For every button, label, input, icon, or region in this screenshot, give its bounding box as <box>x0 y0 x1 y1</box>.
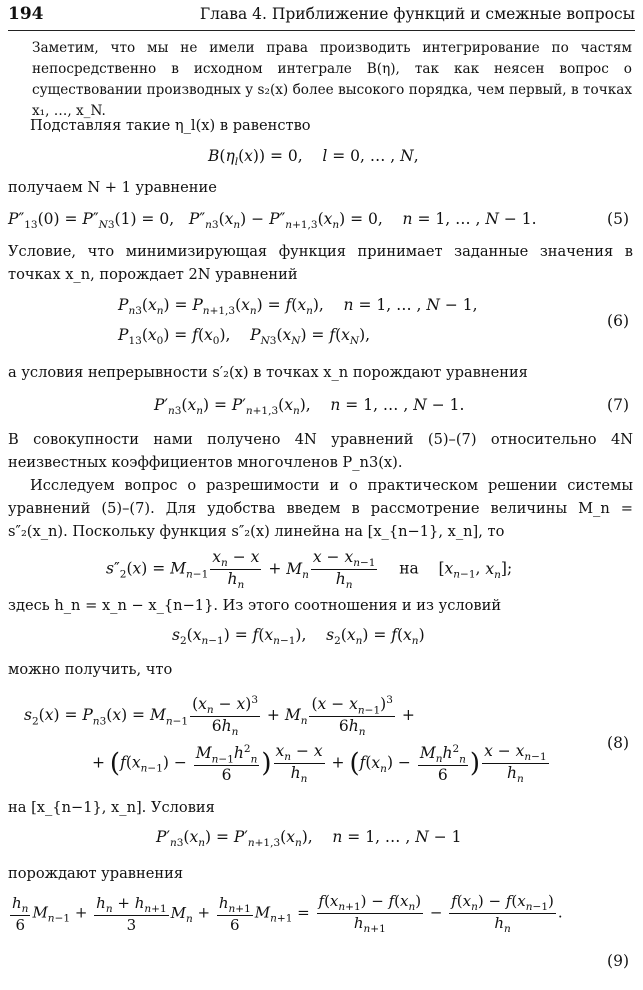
equation-number-8: (8) <box>607 734 629 752</box>
paragraph-5: В совокупности нами получено 4N уравнений (5)–(7) относительно 4N неизвестных коэффициентов многочленов P_n3(x). <box>8 431 633 471</box>
equation-number-5: (5) <box>607 210 629 228</box>
equation-s2-conditions: $s_2(x_{n-1}) = f(x_{n-1})$, $s_2(x_n) = f(x_n)$ <box>172 626 425 648</box>
equation-7: $P'_{n3}(x_n) = P'_{n+1,3}(x_n)$, n = 1, … , N − 1. <box>154 396 465 418</box>
paragraph-8: можно получить, что <box>8 661 173 678</box>
word-na-1: на <box>399 559 419 578</box>
running-header <box>8 2 635 31</box>
equation-8-line-2: + ($f(x_{n-1})$ − $\frac{M_{n-1}h^2_n}{6}$ ) $\frac{x_n - x}{h_n}$ + ($f(x_n)$ − $\frac{M_nh^2_n}{6}$ ) $\frac{x - x_{n-1}}{h_n}$ <box>92 742 547 786</box>
paragraph-7: здесь h_n = x_n − x_{n−1}. Из этого соотношения и из условий <box>8 597 502 614</box>
equation-s2-second-derivative: $s''_2(x) = M_{n-1}$ $\frac{x_n - x}{h_n}$ + $M_n$ $\frac{x - x_{n-1}}{h_n}$ на [$x_{n-1}$, $x_n$]; <box>106 548 513 592</box>
equation-number-9: (9) <box>607 952 629 970</box>
paragraph-6: Исследуем вопрос о разрешимости и о практическом решении системы уравнений (5)–(7). Для удобства введем в рассмотрение величины M_n = s″₂(x_n). Поскольку функция s″₂(x) линейна на [x_{n−1}, x_n], то <box>8 477 633 540</box>
paragraph-10: порождают уравнения <box>8 865 184 882</box>
chapter-title: Глава 4. Приближение функций и смежные вопросы <box>199 5 635 23</box>
paragraph-4: а условия непрерывности s′₂(x) в точках x_n порождают уравнения <box>8 364 528 381</box>
paragraph-9: на [x_{n−1}, x_n]. Условия <box>8 799 215 816</box>
equation-8-line-1: $s_2(x) = P_{n3}(x) = M_{n-1}$ $\frac{(x_n - x)^3}{6h_n}$ + $M_n$ $\frac{(x - x_{n-1})^3}{6h_n}$ + <box>24 694 415 739</box>
equation-5: $P''_{13}(0) = P''_{N3}(1) = 0$, $P''_{n3}(x_n) - P''_{n+1,3}(x_n) = 0$, n = 1, … , N − 1. <box>8 210 537 232</box>
equation-b-eta: $B(\eta_l(x)) = 0$, l = 0, … , N, <box>208 147 419 169</box>
paragraph-1: Подставляя такие η_l(x) в равенство <box>30 117 311 134</box>
paragraph-3: Условие, что минимизирующая функция принимает заданные значения в точках x_n, порождает 2N уравнений <box>8 243 633 283</box>
paragraph-2: получаем N + 1 уравнение <box>8 179 217 196</box>
equation-9: $\frac{h_n}{6}$ $M_{n-1}$ + $\frac{h_n + h_{n+1}}{3}$ $M_n$ + $\frac{h_{n+1}}{6}$ $M_{n+1}$ = $\frac{f(x_{n+1}) - f(x_n)}{h_{n+1}}$ − $\frac{f(x_n) - f(x_{n-1})}{h_n}$ . <box>12 892 563 935</box>
page-number: 194 <box>8 4 44 24</box>
remark-paragraph: Заметим, что мы не имели права производить интегрирование по частям непосредственно в исходном интеграле B(η), так как неясен вопрос о существовании производных у s₂(x) более высокого порядка, чем первый, в точках x₁, …, x_N. <box>32 40 632 119</box>
equation-number-6: (6) <box>607 312 629 330</box>
equation-continuity-conditions: $P'_{n3}(x_n) = P'_{n+1,3}(x_n)$, n = 1, … , N − 1 <box>156 828 462 850</box>
equation-6-line-1: $P_{n3}(x_n) = P_{n+1,3}(x_n) = f(x_n)$, n = 1, … , N − 1, <box>118 296 478 318</box>
equation-6-line-2: $P_{13}(x_0) = f(x_0)$, $P_{N3}(x_N) = f(x_N)$, <box>118 326 371 348</box>
equation-number-7: (7) <box>607 396 629 414</box>
